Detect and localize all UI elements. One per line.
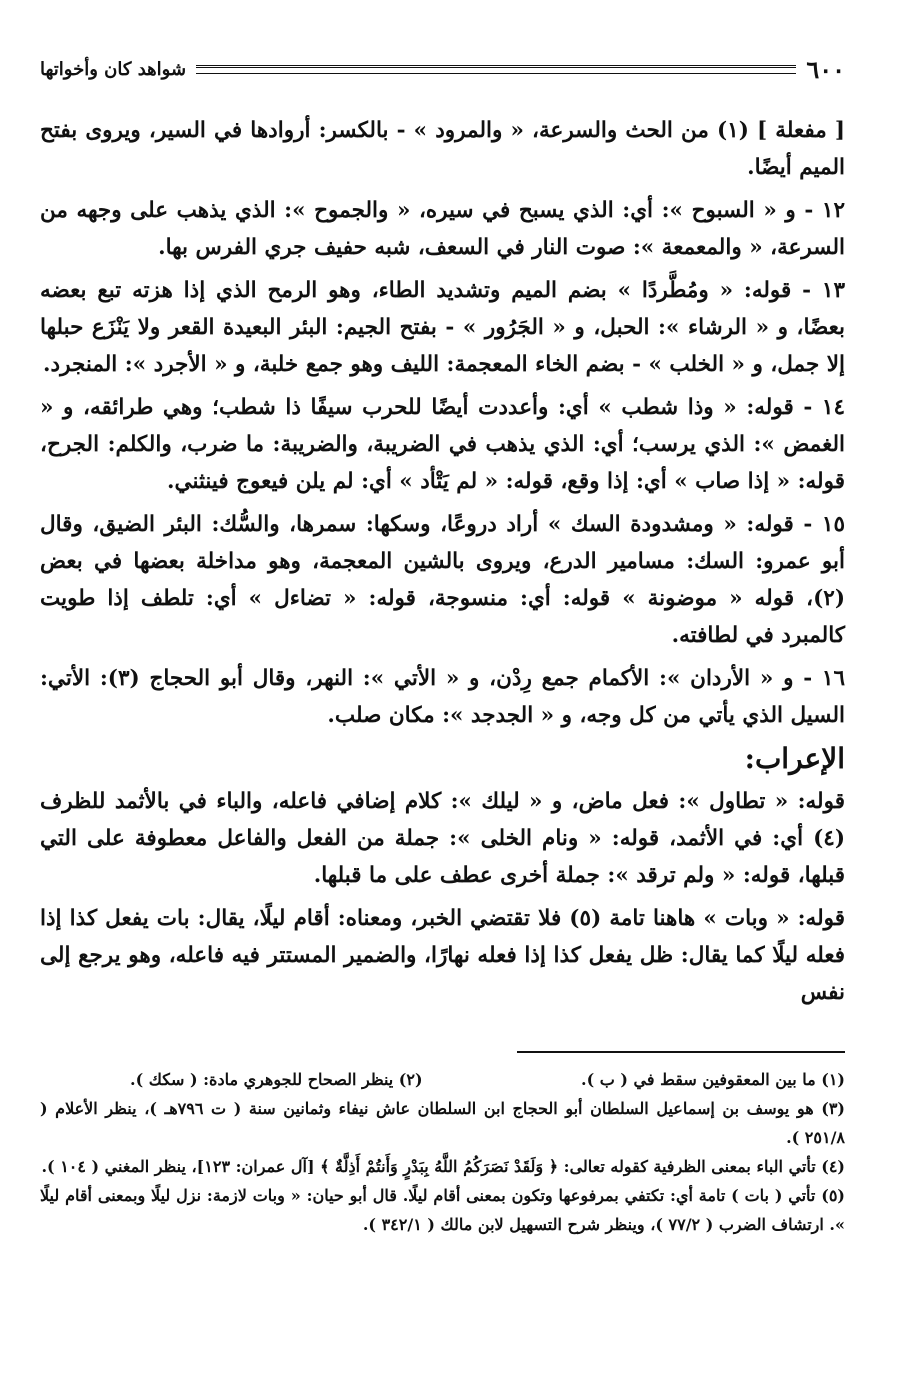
footnote-row [40, 1065, 845, 1094]
footnote-3: (٣) هو يوسف بن إسماعيل السلطان أبو الحجاج ابن السلطان عاش نيفاء وثمانين سنة ( ت ٧٩٦هـ )، ينظر الأعلام ( ٢٥١/٨ ). [40, 1099, 845, 1147]
paragraph: [ مفعلة ] (١) من الحث والسرعة، « والمرود » - بالكسر: أروادها في السير، ويروى بفتح الميم أيضًا. [40, 118, 845, 180]
paragraph: ١٥ - قوله: « ومشدودة السك » أراد دروعًا، وسكها: سمرها، والسُّك: البئر الضيق، وقال أبو عمرو: السك: مسامير الدرع، ويروى بالشين المعجمة، وهو مداخلة بعضها في بعض (٢)، قوله « موضونة » قوله: أي: منسوجة، قوله: « تضاءل » أي: تلطف إذا طويت كالمبرد في لطافته. [40, 512, 845, 648]
paragraph: ١٦ - و « الأردان »: الأكمام جمع رِدْن، و « الأتي »: النهر، وقال أبو الحجاج (٣): الأتي: السيل الذي يأتي من كل وجه، و « الجدجد »: مكان صلب. [40, 666, 845, 728]
footnote-separator [517, 1051, 845, 1053]
paragraph: ١٢ - و « السبوح »: أي: الذي يسبح في سيره، « والجموح »: الذي يذهب على وجهه من السرعة، « والمعمعة »: صوت النار في السعف، شبه حفيف جري الفرس بها. [40, 198, 845, 260]
paragraph: ١٤ - قوله: « وذا شطب » أي: وأعددت أيضًا للحرب سيفًا ذا شطب؛ وهي طرائقه، و « الغمض »: الذي يرسب؛ أي: الذي يذهب في الضريبة، والضريبة: ما ضرب، والكلم: الجرح، قوله: « إذا صاب » أي: إذا وقع، قوله: « لم يَتْأد » أي: لم يلن فيعوج فينثني. [40, 395, 845, 494]
footnote-4: (٤) تأتي الباء بمعنى الظرفية كقوله تعالى: ﴿ وَلَقَدْ نَصَرَكُمُ اللَّهُ بِبَدْرٍ وَأَنتُمْ أَذِلَّةٌ ﴾ [آل عمران: ١٢٣]، ينظر المغني ( ١٠٤ ). [41, 1157, 845, 1176]
irab-paragraph: قوله: « تطاول »: فعل ماض، و « ليلك »: كلام إضافي فاعله، والباء في بالأثمد للظرف (٤) أي: في الأثمد، قوله: « ونام الخلى »: جملة من الفعل والفاعل معطوفة على التي قبلها، قوله: « ولم ترقد »: جملة أخرى عطف على ما قبلها. [40, 789, 845, 888]
footnote-5: (٥) تأتي ( بات ) تامة أي: تكتفي بمرفوعها وتكون بمعنى أقام ليلًا. قال أبو حيان: « وبات لازمة: نزل ليلًا وبمعنى أقام ليلًا ». ارتشاف الضرب ( ٧٧/٢ )، وينظر شرح التسهيل لابن مالك ( ٣٤٢/١ ). [40, 1186, 845, 1234]
irab-paragraph: قوله: « وبات » هاهنا تامة (٥) فلا تقتضي الخبر، ومعناه: أقام ليلًا، يقال: بات يفعل كذا إذا فعله ليلًا كما يقال: ظل يفعل كذا إذا فعله نهارًا، والضمير المستتر فيه فاعله، وهو يرجع إلى نفس [40, 906, 845, 1005]
running-title: شواهد كان وأخواتها [40, 58, 187, 80]
page-header [40, 52, 845, 86]
footnote-2: (٢) ينظر الصحاح للجوهري مادة: ( سكك ). [130, 1070, 423, 1089]
footnote-1: (١) ما بين المعقوفين سقط في ( ب ). [581, 1070, 845, 1089]
footnotes [40, 1065, 845, 1239]
paragraph: ١٣ - قوله: « ومُطَّردًا » بضم الميم وتشديد الطاء، وهو الرمح الذي إذا هزته تبع بعضه بعضًا، و « الرشاء »: الحبل، و « الجَرُور » - بفتح الجيم: البئر البعيدة القعر ولا يَنْزَع حبلها إلا جمل، و « الخلب » - بضم الخاء المعجمة: الليف وهو جمع خلبة، و « الأجرد »: المنجرد. [40, 278, 845, 377]
main-text [40, 112, 845, 1011]
irab-heading: الإعراب: [744, 742, 845, 775]
header-rule [196, 65, 796, 74]
page-number: ٦٠٠ [806, 54, 845, 84]
